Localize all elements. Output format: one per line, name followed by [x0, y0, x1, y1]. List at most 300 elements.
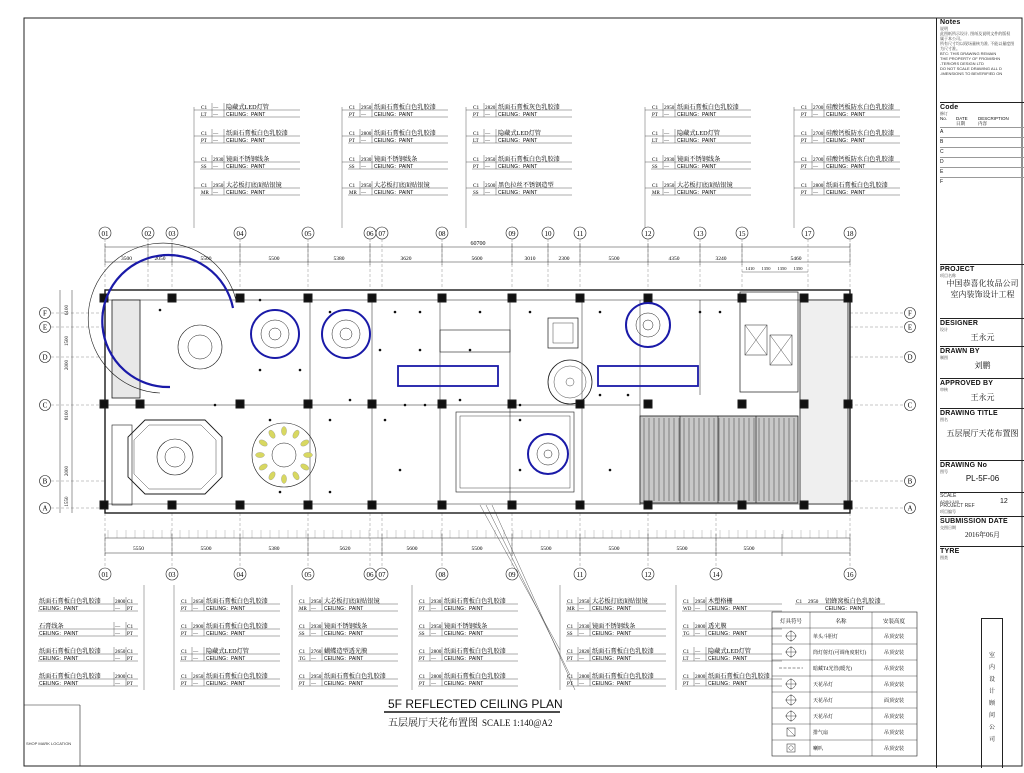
note-text: 纸面石膏板白色乳胶漆 — [206, 673, 268, 680]
round-cove-1 — [178, 325, 222, 369]
note-height: 2950 — [311, 674, 322, 680]
note-code: C1 — [652, 157, 659, 163]
note-height: 2800 — [431, 649, 442, 655]
note-code: C1 — [299, 649, 306, 655]
downlight — [419, 311, 422, 314]
note-text: 蝴蝶造型透光膜 — [324, 648, 368, 655]
type-heading-cn: 图类 — [940, 555, 948, 560]
note-sub: PT — [419, 607, 425, 612]
note-text: 大芯板打底面贴银镜 — [677, 182, 733, 189]
bottom-note-4-0 — [682, 597, 782, 612]
downlight — [329, 419, 332, 422]
axis-label-bottom: 14 — [712, 571, 720, 579]
note-code: C1 — [201, 157, 208, 163]
bottom-note-2-0 — [418, 597, 518, 612]
note-sub: PT — [801, 191, 807, 196]
note-code: C1 — [201, 183, 208, 189]
note-height: 2800 — [431, 674, 442, 680]
dimension-bottom: 5500 — [608, 546, 620, 552]
top-note-0-2 — [200, 155, 300, 170]
note-ceiling: CEILING：PAINT — [498, 190, 538, 196]
note-ceiling: CEILING：PAINT — [226, 164, 266, 170]
note-text: 纸面石膏板白色乳胶漆 — [39, 673, 101, 680]
dimension-left: 1500 — [65, 336, 70, 346]
note-height: 2930 — [361, 157, 372, 163]
butterfly-mark — [256, 452, 265, 457]
column — [236, 501, 244, 509]
plan-title-en: 5F REFLECTED CEILING PLAN — [388, 697, 563, 711]
note-code: C1 — [683, 674, 690, 680]
column — [644, 501, 652, 509]
downlight — [529, 311, 532, 314]
column — [738, 501, 746, 509]
svg-text:2950: 2950 — [808, 599, 819, 605]
note-dash: — — [213, 139, 218, 144]
overall-dimension: 60700 — [470, 241, 486, 247]
dimension-bottom: 5500 — [743, 546, 755, 552]
note-text: 纸面石膏板白色乳胶漆 — [592, 648, 654, 655]
note-height: 2800 — [115, 599, 126, 605]
note-code: C1 — [801, 105, 808, 111]
bottom-left-note-2 — [38, 647, 138, 662]
note-ceiling: CEILING：PAINT — [324, 631, 364, 637]
downlight — [259, 369, 262, 372]
note-ceiling: CEILING：PAINT — [444, 606, 484, 612]
note-dash: — — [193, 657, 198, 662]
notes-line: -IMENSIONS TO BEVERIFIED ON — [940, 71, 1003, 76]
company-char: 内 — [988, 665, 995, 671]
bottom-note-2-1 — [418, 622, 518, 637]
note-sub: LT — [683, 657, 689, 662]
top-note-3-2 — [651, 155, 751, 170]
note-text: 纸面石膏板灰色乳胶漆 — [498, 104, 560, 111]
note-code: C1 — [473, 157, 480, 163]
note-text: 黑色拉丝不锈钢造型 — [498, 182, 554, 189]
legend-name: 暗藏T4光管(暖光) — [813, 667, 852, 672]
note-text: 纸面石膏板白色乳胶漆 — [374, 104, 436, 111]
note-dash: — — [664, 113, 669, 118]
dimension-top: 5460 — [790, 256, 802, 262]
drawn-by-heading: DRAWN BY — [940, 348, 980, 355]
note-dash: — — [485, 165, 490, 170]
note-code: C1 — [181, 649, 188, 655]
note-sub: LT — [181, 657, 187, 662]
butterfly-mark — [258, 438, 268, 447]
note-sub: SS — [652, 165, 658, 170]
note-height: 2950 — [311, 599, 322, 605]
drawn-by-heading-cn: 制图 — [940, 355, 948, 360]
type-heading: TYRE — [940, 548, 960, 555]
note-text: 纸面石膏板白色乳胶漆 — [444, 673, 506, 680]
note-text: 硅酸钙板防水白色乳胶漆 — [826, 104, 895, 111]
submission-date-heading-cn: 交图日期 — [940, 525, 956, 530]
note-ceiling: CEILING：PAINT — [39, 656, 79, 662]
axis-label-left: C — [42, 401, 48, 410]
drawing-title-heading: DRAWING TITLE — [940, 410, 998, 417]
axis-label-top: 11 — [576, 230, 584, 238]
dimension-bottom: 5620 — [339, 546, 351, 552]
note-ceiling: CEILING：PAINT — [826, 112, 866, 118]
note-height: 2950 — [431, 624, 442, 630]
note-height: — — [193, 649, 199, 655]
note-code: C1 — [652, 183, 659, 189]
note-text: 硅酸钙板防水白色乳胶漆 — [826, 156, 895, 163]
dimension-top: 3500 — [121, 256, 132, 262]
column — [438, 501, 446, 509]
bottom-note-3-3 — [566, 672, 666, 687]
note-sub: MR — [201, 191, 209, 196]
scale-heading: SCALE — [940, 493, 957, 499]
legend-height: 面顶安装 — [883, 699, 905, 704]
note-sub: PT — [473, 165, 479, 170]
downlight — [519, 469, 522, 472]
column — [304, 400, 312, 408]
note-code: C1 — [127, 649, 134, 655]
svg-text:C1: C1 — [796, 599, 803, 605]
note-dash: — — [431, 682, 436, 687]
note-code: C1 — [299, 624, 306, 630]
note-ceiling: CEILING：PAINT — [39, 681, 79, 687]
note-sub: PT — [419, 657, 425, 662]
note-height: 2800 — [813, 183, 824, 189]
note-dash: — — [813, 165, 818, 170]
axis-label-left: D — [42, 353, 48, 362]
bottom-note-2-2 — [418, 647, 518, 662]
spiral-stair — [548, 360, 592, 404]
note-height: 2800 — [695, 624, 706, 630]
top-note-4-2 — [800, 155, 900, 170]
axis-label-top: 15 — [738, 230, 746, 238]
axis-label-bottom: 08 — [438, 571, 446, 579]
note-height: 2950 — [485, 157, 496, 163]
note-code: C1 — [181, 599, 188, 605]
dimension-top: 5500 — [200, 256, 212, 262]
bottom-note-1-1 — [298, 622, 398, 637]
dimension-bottom: 5500 — [540, 546, 552, 552]
axis-label-left: A — [42, 504, 48, 513]
top-note-1-2 — [348, 155, 448, 170]
note-text: 隐藏式LED灯管 — [226, 104, 269, 111]
note-text: 镜面不锈钢线条 — [444, 623, 488, 630]
top-note-3-3 — [651, 181, 751, 196]
note-dash: — — [213, 165, 218, 170]
note-height: — — [485, 131, 491, 137]
legend-height: 吊顶安装 — [883, 715, 905, 720]
downlight — [159, 309, 162, 312]
note-ceiling: CEILING：PAINT — [677, 190, 717, 196]
note-sub: PT — [801, 113, 807, 118]
note-text: 纸面石膏板白色乳胶漆 — [226, 130, 288, 137]
bottom-note-1-2 — [298, 647, 398, 662]
column — [508, 294, 516, 302]
note-code: C1 — [567, 624, 574, 630]
note-sub: PT — [181, 682, 187, 687]
bottom-note-0-1 — [180, 622, 280, 637]
dimension-bottom: 5380 — [268, 546, 280, 552]
dimension-top: 5500 — [608, 256, 620, 262]
note-height: 2900 — [115, 674, 126, 680]
dimension-bottom: 5500 — [471, 546, 483, 552]
note-code: C1 — [299, 599, 306, 605]
note-ceiling: CEILING：PAINT — [826, 138, 866, 144]
butterfly-mark — [281, 427, 286, 436]
note-text: 镜面不锈钢线条 — [592, 623, 636, 630]
dimension-top: 5500 — [268, 256, 280, 262]
note-dash: — — [664, 165, 669, 170]
note-code: C1 — [801, 183, 808, 189]
axis-label-left: B — [42, 477, 48, 486]
note-height: 2650 — [193, 674, 204, 680]
note-sub: SS — [567, 632, 573, 637]
note-text: 纸面石膏板白色乳胶漆 — [708, 673, 770, 680]
svg-text:铝蜂窝板白色乳胶漆: 铝蜂窝板白色乳胶漆 — [825, 598, 881, 605]
project-heading-cn: 项目名称 — [940, 273, 956, 278]
note-dash: — — [361, 165, 366, 170]
note-code: C1 — [349, 105, 356, 111]
column — [508, 400, 516, 408]
code-heading-cn: 修订 — [940, 111, 948, 116]
drawing-no-heading-cn: 图号 — [940, 469, 948, 474]
note-text: 大芯板打底面贴银镜 — [324, 598, 380, 605]
downlight — [269, 419, 272, 422]
central-lift — [548, 318, 578, 348]
note-dash: — — [431, 632, 436, 637]
note-text: 纸面石膏板白色乳胶漆 — [444, 648, 506, 655]
column — [844, 400, 852, 408]
note-text: 镜面不锈钢线条 — [324, 623, 368, 630]
note-sub: PT — [652, 113, 658, 118]
butterfly-mark — [300, 438, 310, 447]
note-ceiling: CEILING：PAINT — [324, 656, 364, 662]
column — [236, 294, 244, 302]
top-note-3-0 — [651, 103, 751, 118]
legend-header: 灯具符号 — [779, 619, 803, 625]
note-height: — — [213, 105, 219, 111]
note-ceiling: CEILING：PAINT — [708, 681, 748, 687]
company-char: 计 — [988, 689, 995, 695]
legend-name: 喇叭 — [813, 747, 824, 752]
plan-title-cn: 五层展厅天花布置图 — [388, 718, 478, 729]
top-material-notes — [194, 103, 900, 228]
note-code: C1 — [127, 599, 134, 605]
dimension-top: 2050 — [154, 256, 166, 262]
designer-heading-cn: 设计 — [940, 327, 948, 332]
revision-column-header: DATE 日期 — [956, 116, 968, 126]
note-height: 2760 — [311, 649, 322, 655]
notes-line: 此图纸所示设计, 图纸及说明文件的版权 — [940, 31, 1011, 36]
note-code: C1 — [473, 105, 480, 111]
axis-label-left: E — [42, 323, 48, 332]
top-note-3-1 — [651, 129, 751, 144]
downlight — [379, 349, 382, 352]
note-ceiling: CEILING：PAINT — [677, 164, 717, 170]
revision-column-header: No. — [940, 116, 948, 121]
note-height: 2800 — [361, 131, 372, 137]
note-sub: SS — [473, 191, 479, 196]
project-ref-heading-cn: 项目编号 — [940, 509, 956, 514]
axis-label-top: 02 — [144, 230, 152, 238]
butterfly-light-membrane — [252, 423, 316, 487]
axis-label-right: B — [907, 477, 913, 486]
note-dash: — — [431, 657, 436, 662]
butterfly-mark — [267, 471, 276, 481]
notes-heading: Notes — [940, 19, 961, 26]
note-dash: — — [311, 682, 316, 687]
note-code: C1 — [683, 624, 690, 630]
note-text: 纸面石膏板白色乳胶漆 — [444, 598, 506, 605]
axis-label-top: 18 — [846, 230, 854, 238]
note-sub: PT — [801, 139, 807, 144]
axis-label-bottom: 03 — [168, 571, 176, 579]
note-dash: — — [485, 139, 490, 144]
axis-label-bottom: 11 — [576, 571, 584, 579]
dimension-left: 2000 — [65, 466, 70, 476]
note-height: 2930 — [431, 599, 442, 605]
note-ceiling: CEILING：PAINT — [444, 631, 484, 637]
column — [508, 501, 516, 509]
project-name-2: 室内装饰设计工程 — [950, 290, 1015, 299]
legend-height: 吊顶安装 — [883, 747, 905, 752]
note-code: C1 — [473, 131, 480, 137]
note-ceiling: CEILING：PAINT — [374, 164, 414, 170]
note-dash: — — [485, 191, 490, 196]
dimension-bottom: 5500 — [676, 546, 688, 552]
column — [800, 294, 808, 302]
speaker-icon — [787, 744, 795, 752]
svg-text:CEILING：PAINT: CEILING：PAINT — [825, 606, 865, 612]
note-code: C1 — [473, 183, 480, 189]
downlight — [599, 311, 602, 314]
axis-label-bottom: 07 — [378, 571, 386, 579]
axis-label-top: 03 — [168, 230, 176, 238]
note-ceiling: CEILING：PAINT — [592, 656, 632, 662]
note-height: — — [213, 131, 219, 137]
downlight — [349, 399, 352, 402]
axis-label-top: 05 — [304, 230, 312, 238]
note-ceiling: CEILING：PAINT — [677, 112, 717, 118]
note-sub: PT — [473, 113, 479, 118]
note-text: 镜面不锈钢线条 — [374, 156, 418, 163]
note-text: 隐藏式LED灯管 — [677, 130, 720, 137]
axis-label-bottom: 05 — [304, 571, 312, 579]
light-coves — [88, 243, 698, 475]
axis-label-right: F — [908, 309, 912, 318]
note-dash: — — [213, 113, 218, 118]
dimension-left: 2000 — [65, 360, 70, 370]
note-ceiling: CEILING：PAINT — [592, 606, 632, 612]
note-height: — — [695, 649, 701, 655]
note-dash: — — [311, 632, 316, 637]
note-sub: PT — [683, 682, 689, 687]
grid-axes — [40, 227, 916, 580]
notes-line: -TERIORS DESIGN LTD — [940, 61, 984, 66]
company-char: 设 — [988, 677, 995, 683]
revision-row: A — [940, 127, 1024, 137]
dimension-top: 4350 — [668, 256, 680, 262]
note-ceiling: CEILING：PAINT — [444, 681, 484, 687]
note-code: C1 — [419, 649, 426, 655]
note-dash: — — [664, 191, 669, 196]
note-text: 纸面石膏板白色乳胶漆 — [39, 648, 101, 655]
note-text: 大芯板打底面贴银镜 — [592, 598, 648, 605]
axis-label-bottom: 06 — [366, 571, 374, 579]
downlight — [519, 419, 522, 422]
downlight — [459, 399, 462, 402]
note-text: 纸面石膏板白色乳胶漆 — [39, 598, 101, 605]
note-text: 隐藏式LED灯管 — [206, 648, 249, 655]
note-dash: — — [361, 113, 366, 118]
floor-plan — [100, 290, 852, 513]
note-ceiling: CEILING：PAINT — [206, 656, 246, 662]
note-sub: MR — [652, 191, 660, 196]
note-ceiling: CEILING：PAINT — [206, 681, 246, 687]
top-note-0-0 — [200, 103, 300, 118]
butterfly-mark — [267, 429, 276, 439]
column — [304, 294, 312, 302]
downlight — [384, 419, 387, 422]
note-height: 2950 — [579, 599, 590, 605]
bottom-note-3-1 — [566, 622, 666, 637]
legend-height: 吊顶安装 — [883, 683, 905, 688]
note-code: C1 — [349, 131, 356, 137]
note-ceiling: CEILING：PAINT — [826, 190, 866, 196]
column — [738, 400, 746, 408]
note-code: C1 — [181, 624, 188, 630]
legend-height: 吊顶安装 — [883, 651, 905, 656]
dimension-small: 1350 — [793, 266, 803, 271]
note-ceiling: CEILING：PAINT — [677, 138, 717, 144]
butterfly-mark — [291, 471, 300, 481]
note-dash: — — [213, 191, 218, 196]
note-sub: PT — [127, 607, 133, 612]
notes-line: DO NOT SCALE DRAWING ALL D — [940, 66, 1002, 71]
axis-label-top: 12 — [644, 230, 652, 238]
note-dash: — — [115, 657, 120, 662]
top-note-4-3 — [800, 181, 900, 196]
axis-label-top: 06 — [366, 230, 374, 238]
downlight — [479, 311, 482, 314]
column — [576, 294, 584, 302]
note-height: — — [115, 624, 121, 630]
top-note-2-0 — [472, 103, 572, 118]
legend-header: 名称 — [835, 619, 847, 625]
downlight — [399, 469, 402, 472]
note-dash: — — [311, 657, 316, 662]
company-name-vertical — [982, 650, 1002, 746]
column — [168, 294, 176, 302]
legend-name: 天花吊灯 — [813, 683, 834, 688]
note-sub: LT — [201, 113, 207, 118]
axis-label-right: D — [907, 353, 913, 362]
note-code: C1 — [419, 674, 426, 680]
dimension-bottom: 5600 — [406, 546, 418, 552]
column — [368, 294, 376, 302]
note-height: 2930 — [579, 624, 590, 630]
top-note-2-1 — [472, 129, 572, 144]
revision-row: F — [940, 177, 1024, 187]
note-height: 2930 — [213, 157, 224, 163]
note-sub: PT — [349, 139, 355, 144]
note-height: 2650 — [115, 649, 126, 655]
note-ceiling: CEILING：PAINT — [374, 138, 414, 144]
designer-heading: DESIGNER — [940, 320, 979, 327]
note-ceiling: CEILING：PAINT — [592, 681, 632, 687]
column — [100, 501, 108, 509]
linear-cove-right — [598, 366, 698, 386]
note-text: 隐藏式LED灯管 — [708, 648, 751, 655]
note-sub: PT — [201, 139, 207, 144]
revision-row: B — [940, 137, 1024, 147]
